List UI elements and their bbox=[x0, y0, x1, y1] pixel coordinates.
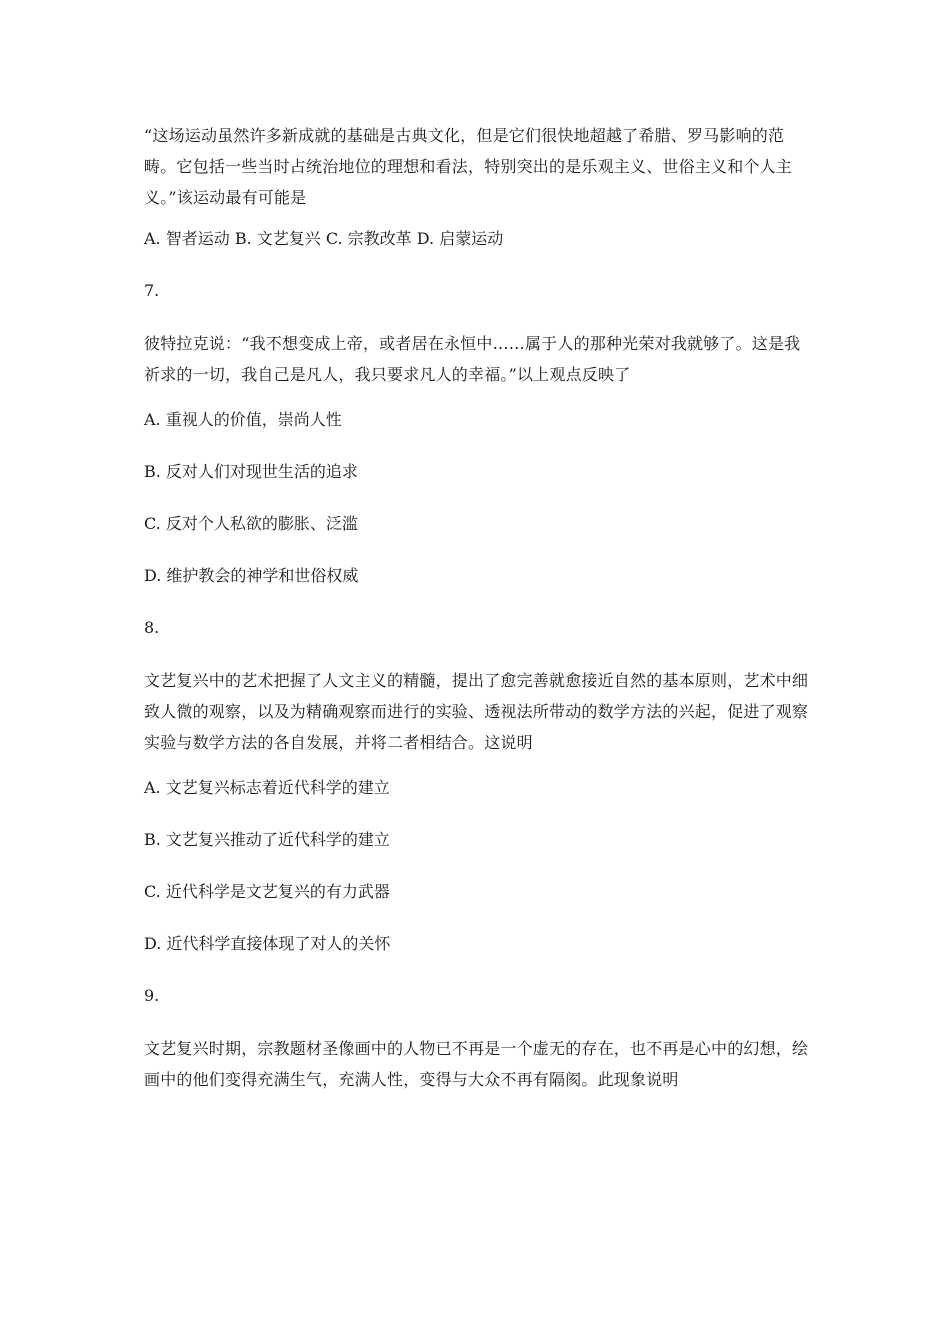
q7-number: 7. bbox=[144, 281, 160, 300]
q8-option-d: D. 近代科学直接体现了对人的关怀 bbox=[144, 934, 391, 953]
q9-stem: 文艺复兴时期，宗教题材圣像画中的人物已不再是一个虚无的存在，也不再是心中的幻想，绘画中的他们变得充满生气，充满人性，变得与大众不再有隔阂。此现象说明 bbox=[144, 1039, 809, 1089]
q8-stem: 文艺复兴中的艺术把握了人文主义的精髓，提出了愈完善就愈接近自然的基本原则，艺术中细致人微的观察，以及为精确观察而进行的实验、透视法所带动的数学方法的兴起，促进了观察实验与数学方法的各自发展，并将二者相结合。这说明 bbox=[144, 671, 809, 752]
q8-option-a: A. 文艺复兴标志着近代科学的建立 bbox=[144, 778, 390, 797]
q9-number: 9. bbox=[144, 986, 160, 1005]
q6-stem: “这场运动虽然许多新成就的基础是古典文化，但是它们很快地超越了希腊、罗马影响的范畴。它包括一些当时占统治地位的理想和看法，特别突出的是乐观主义、世俗主义和个人主义。”该运动最有可能是 bbox=[144, 126, 793, 207]
q8-option-b: B. 文艺复兴推动了近代科学的建立 bbox=[144, 830, 390, 849]
q8-number: 8. bbox=[144, 618, 160, 637]
q7-option-d: D. 维护教会的神学和世俗权威 bbox=[144, 566, 359, 585]
q7-option-a: A. 重视人的价值，崇尚人性 bbox=[144, 410, 342, 429]
q8-option-c: C. 近代科学是文艺复兴的有力武器 bbox=[144, 882, 390, 901]
document-page bbox=[144, 120, 814, 1095]
q7-option-b: B. 反对人们对现世生活的追求 bbox=[144, 462, 358, 481]
q7-option-c: C. 反对个人私欲的膨胀、泛滥 bbox=[144, 514, 358, 533]
q7-stem: 彼特拉克说：“我不想变成上帝，或者居在永恒中……属于人的那种光荣对我就够了。这是我祈求的一切，我自己是凡人，我只要求凡人的幸福。”以上观点反映了 bbox=[144, 334, 801, 384]
q6-options: A. 智者运动 B. 文艺复兴 C. 宗教改革 D. 启蒙运动 bbox=[144, 229, 504, 248]
